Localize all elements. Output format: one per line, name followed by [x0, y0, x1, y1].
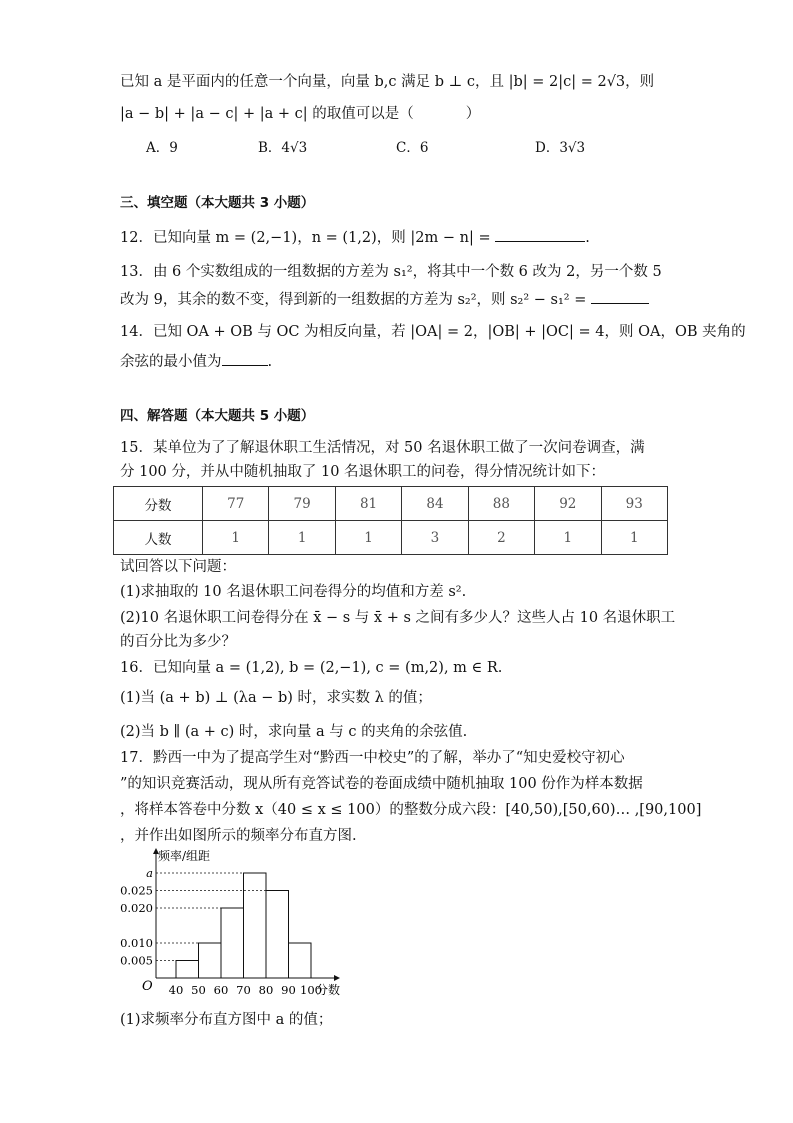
q13-blank[interactable] — [591, 302, 649, 304]
q11-line2-prefix: |a − b| + |a − c| + |a + c| 的取值可以是（ — [120, 106, 414, 122]
table-cell: 84 — [402, 487, 468, 521]
x-tick-label: 70 — [236, 983, 251, 997]
table-cell: 93 — [601, 487, 667, 521]
q15-part2-line1: (2)10 名退休职工问卷得分在 x̄ − s 与 x̄ + s 之间有多少人？这些人占 10 名退休职工 — [120, 610, 676, 626]
q17-line3: ，将样本答卷中分数 x（40 ≤ x ≤ 100）的整数分成六段：[40,50),[50,60)… ,[90,100] — [120, 802, 702, 818]
table-cell: 1 — [203, 521, 269, 555]
table-header-score: 分数 — [114, 487, 203, 521]
x-tick-label: 100 — [300, 983, 322, 997]
histogram-bar — [289, 943, 312, 978]
q15-part1: (1)求抽取的 10 名退休职工问卷得分的均值和方差 s². — [120, 584, 467, 600]
histogram-bar — [199, 943, 222, 978]
x-tick-label: 90 — [281, 983, 296, 997]
table-row — [114, 521, 668, 555]
table-cell: 3 — [402, 521, 468, 555]
q17-line2: ”的知识竞赛活动，现从所有竞答试卷的卷面成绩中随机抽取 100 份作为样本数据 — [120, 776, 643, 792]
q12-blank[interactable] — [495, 240, 585, 242]
x-tick-label: 50 — [191, 983, 206, 997]
q17-line1: 17．黔西一中为了提高学生对“黔西一中校史”的了解，举办了“知史爱校守初心 — [120, 750, 625, 766]
y-tick-label: 0.005 — [120, 953, 153, 968]
option-d: D．3√3 — [535, 140, 586, 156]
histogram-bar — [266, 891, 289, 979]
score-table — [113, 486, 668, 555]
histogram-bar — [176, 961, 199, 979]
table-cell: 77 — [203, 487, 269, 521]
section4-title: 四、解答题（本大题共 5 小题） — [120, 408, 315, 424]
q15-part2-line2: 的百分比为多少？ — [120, 634, 236, 650]
table-cell: 1 — [335, 521, 401, 555]
x-tick-label: 80 — [258, 983, 274, 997]
table-row — [114, 487, 668, 521]
q14-line2: 余弦的最小值为 . — [120, 354, 273, 370]
table-cell: 88 — [468, 487, 534, 521]
x-axis-label: 分数 — [316, 983, 341, 997]
table-cell: 1 — [601, 521, 667, 555]
q12-text: 12．已知向量 m = (2,−1)，n = (1,2)，则 |2m − n| = . — [120, 230, 590, 246]
q16-line1: 16．已知向量 a = (1,2), b = (2,−1), c = (m,2), m ∈ R. — [120, 660, 503, 676]
q11-line2-suffix: ） — [465, 106, 481, 122]
q13-line1: 13．由 6 个实数组成的一组数据的方差为 s₁²，将其中一个数 6 改为 2，另一个数 5 — [120, 264, 662, 280]
q17-part1: (1)求频率分布直方图中 a 的值； — [120, 1012, 333, 1028]
table-cell: 92 — [535, 487, 601, 521]
q14-blank[interactable] — [222, 364, 268, 366]
q14-line1: 14．已知 OA + OB 与 OC 为相反向量，若 |OA| = 2，|OB| + |OC| = 4，则 OA，OB 夹角的 — [120, 324, 746, 340]
y-axis-label: 频率/组距 — [158, 849, 211, 863]
option-a: A．9 — [146, 140, 178, 156]
x-tick-label: 40 — [168, 983, 184, 997]
q15-prompt: 试回答以下问题： — [120, 559, 236, 575]
frequency-histogram — [120, 846, 360, 1006]
q15-line1: 15．某单位为了了解退休职工生活情况，对 50 名退休职工做了一次问卷调查，满 — [120, 440, 645, 456]
q17-line4: ，并作出如图所示的频率分布直方图. — [120, 828, 357, 844]
x-axis-arrow — [334, 975, 340, 981]
y-tick-label: 0.020 — [120, 901, 153, 915]
q16-part1: (1)当 (a + b) ⊥ (λa − b) 时，求实数 λ 的值； — [120, 690, 432, 706]
option-c: C．6 — [396, 140, 429, 156]
y-tick-label: a — [146, 866, 153, 880]
table-cell: 81 — [335, 487, 401, 521]
q13-line2: 改为 9，其余的数不变，得到新的一组数据的方差为 s₂²，则 s₂² − s₁² = — [120, 290, 649, 310]
histogram-bar — [221, 908, 244, 978]
table-header-count: 人数 — [114, 521, 203, 555]
table-cell: 1 — [535, 521, 601, 555]
q11-line2 — [120, 104, 480, 124]
section3-title: 三、填空题（本大题共 3 小题） — [120, 195, 315, 211]
table-cell: 1 — [269, 521, 335, 555]
table-cell: 79 — [269, 487, 335, 521]
q16-part2: (2)当 b ∥ (a + c) 时，求向量 a 与 c 的夹角的余弦值. — [120, 724, 468, 740]
q11-line1: 已知 a 是平面内的任意一个向量，向量 b,c 满足 b ⊥ c，且 |b| = 2|c| = 2√3，则 — [120, 74, 655, 90]
table-cell: 2 — [468, 521, 534, 555]
origin-label: O — [142, 979, 153, 994]
x-tick-label: 60 — [213, 983, 229, 997]
y-tick-label: 0.010 — [120, 936, 153, 950]
histogram-bar — [244, 873, 267, 978]
y-tick-label: 0.025 — [120, 883, 153, 898]
q15-line2: 分 100 分，并从中随机抽取了 10 名退休职工的问卷，得分情况统计如下： — [120, 464, 606, 480]
option-b: B．4√3 — [258, 140, 308, 156]
